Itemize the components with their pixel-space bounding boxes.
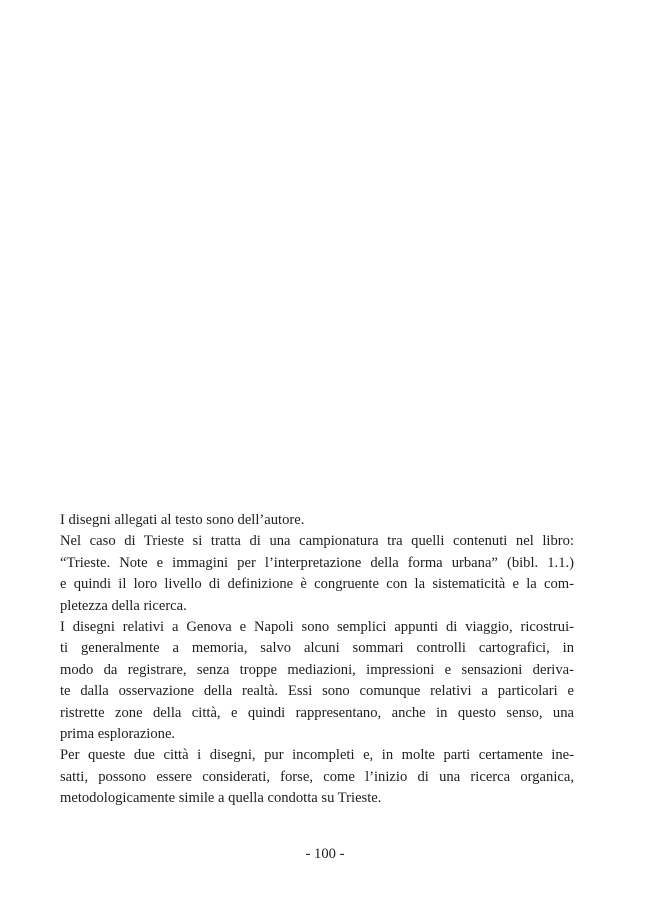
- text-line: satti, possono essere considerati, forse, come l’inizio di una ricerca organica,: [60, 768, 574, 785]
- text-line: modo da registrare, senza troppe mediazioni, impressioni e sensazioni deriva-: [60, 661, 574, 678]
- paragraph: [60, 745, 574, 809]
- paragraph: [60, 531, 574, 617]
- paragraph: [60, 510, 574, 531]
- text-line: “Trieste. Note e immagini per l’interpretazione della forma urbana” (bibl. 1.1.): [60, 554, 574, 571]
- body-text: [60, 510, 574, 810]
- paragraph: [60, 617, 574, 745]
- text-line: ristrette zone della città, e quindi rappresentano, anche in questo senso, una: [60, 704, 574, 721]
- text-line: te dalla osservazione della realtà. Essi sono comunque relativi a particolari e: [60, 683, 574, 700]
- text-line: ti generalmente a memoria, salvo alcuni sommari controlli cartografici, in: [60, 640, 574, 657]
- text-line: Per queste due città i disegni, pur incompleti e, in molte parti certamente ine-: [60, 747, 574, 764]
- text-line: Nel caso di Trieste si tratta di una campionatura tra quelli contenuti nel libro:: [60, 533, 574, 550]
- page-number: - 100 -: [305, 846, 345, 862]
- text-line: I disegni allegati al testo sono dell’autore.: [60, 512, 305, 528]
- text-line: I disegni relativi a Genova e Napoli sono semplici appunti di viaggio, ricostrui-: [60, 619, 574, 636]
- text-line: pletezza della ricerca.: [60, 597, 187, 614]
- text-line: e quindi il loro livello di definizione è congruente con la sistematicità e la com-: [60, 576, 574, 593]
- text-line: prima esplorazione.: [60, 726, 176, 743]
- text-line: metodologicamente simile a quella condotta su Trieste.: [60, 790, 382, 807]
